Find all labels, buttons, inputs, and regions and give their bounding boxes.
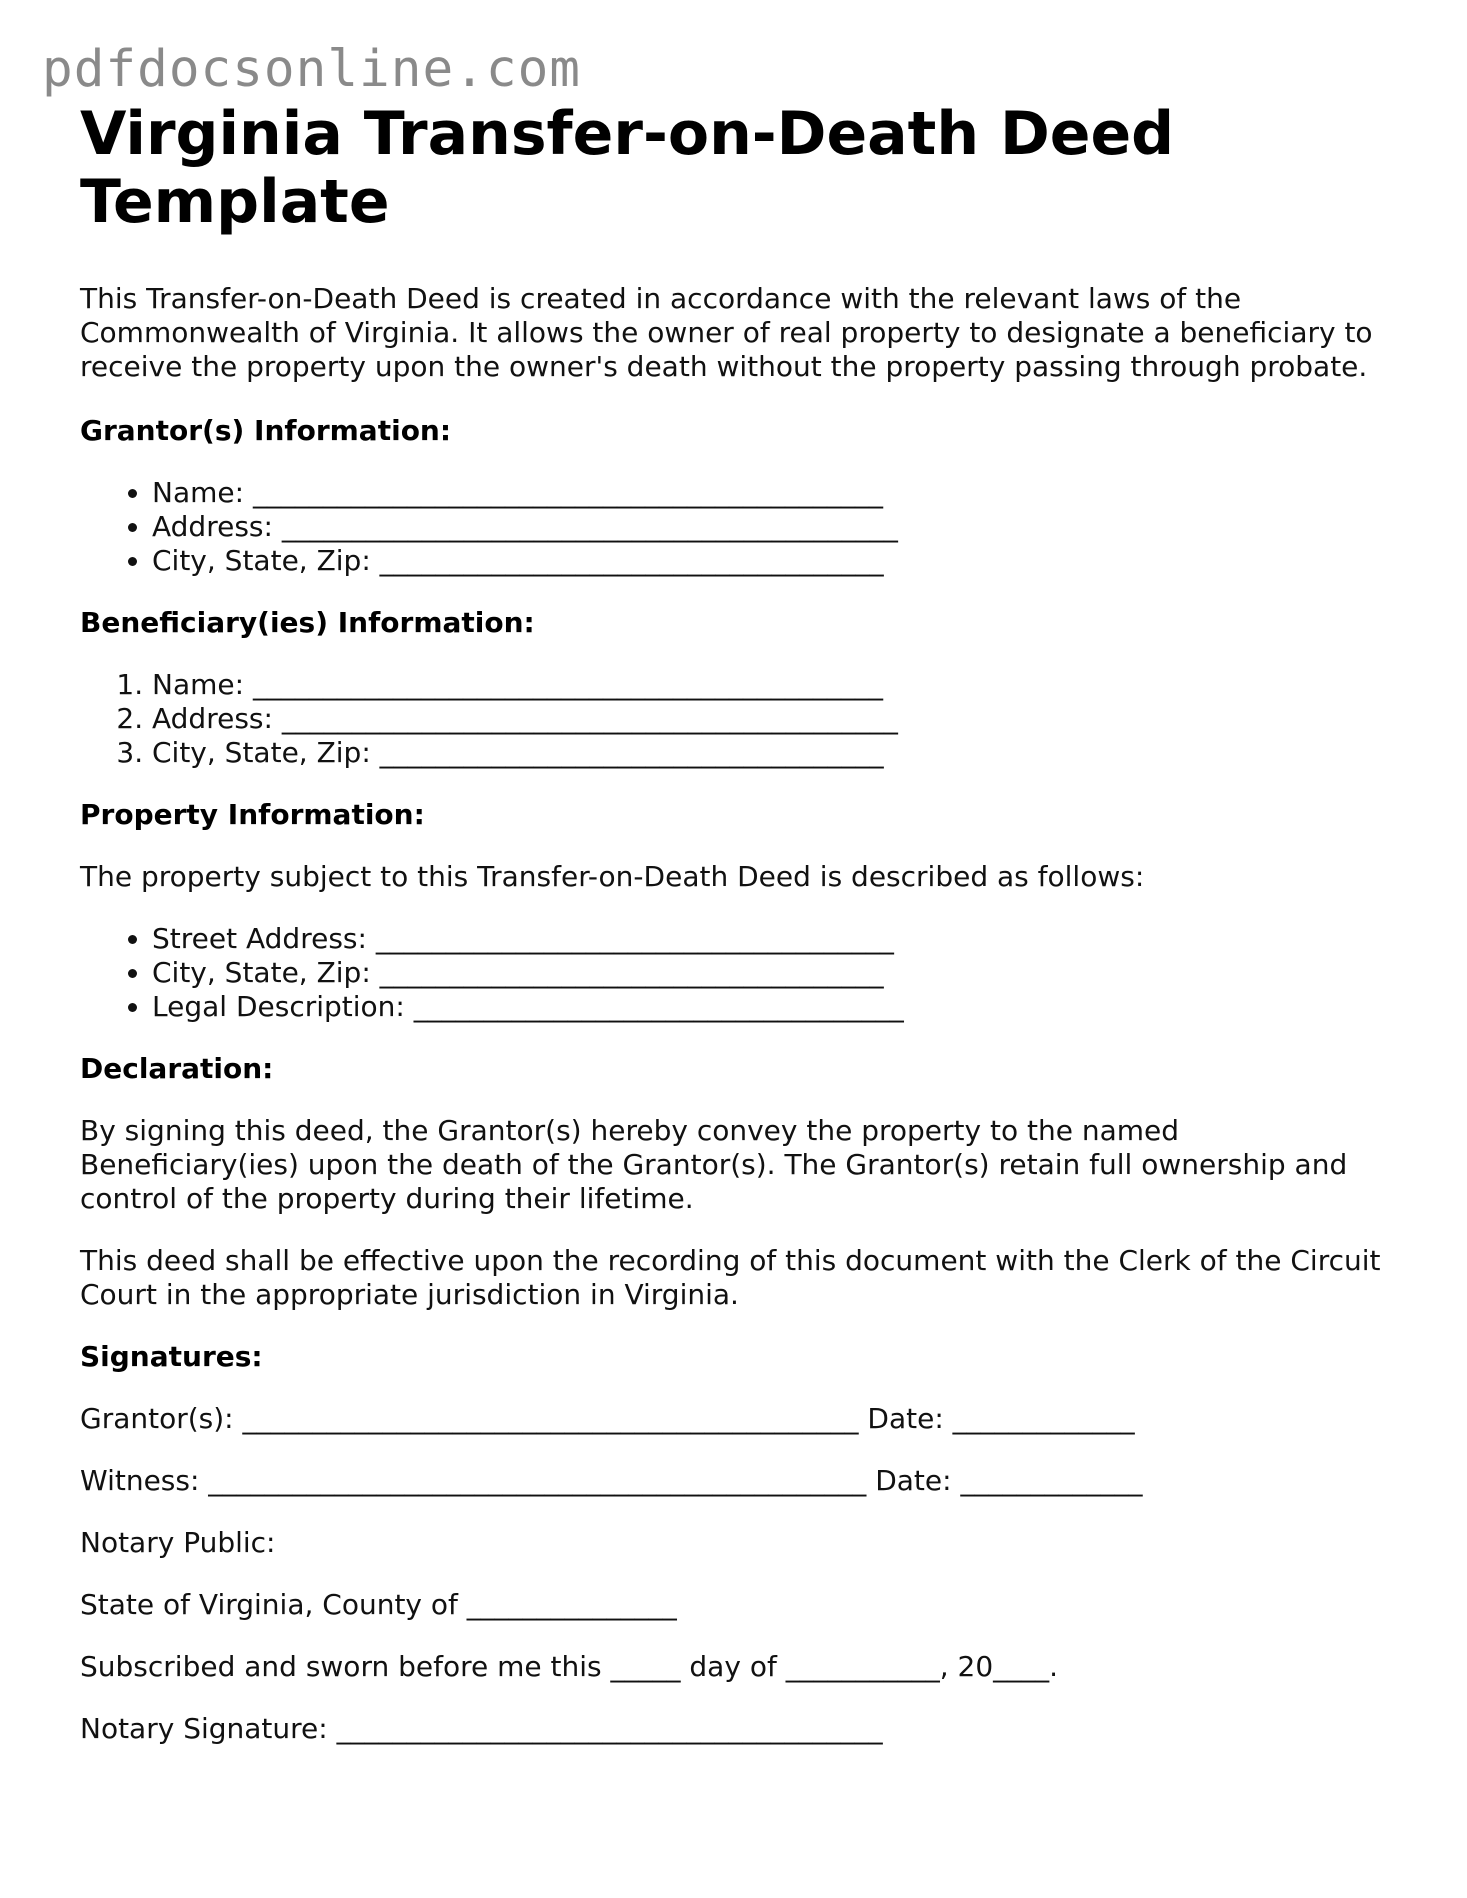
grantor-signature-line: Grantor(s): ____________________________________________ Date: _____________ (80, 1402, 1135, 1435)
property-heading: Property Information: (80, 798, 425, 831)
property-description-text: The property subject to this Transfer-on-Death Deed is described as follows: (80, 860, 1145, 893)
beneficiary-name-field: 1. Name: _____________________________________________ (152, 668, 1400, 702)
declaration-paragraph-2: This deed shall be effective upon the recording of this document with the Clerk of the Circuit Court in the appropriate jurisdiction in Virginia. (80, 1244, 1381, 1311)
county-line: State of Virginia, County of _______________ (80, 1588, 677, 1621)
notary-signature-line: Notary Signature: _______________________________________ (80, 1712, 883, 1745)
beneficiary-list (80, 668, 1400, 770)
property-legal-description-field: • Legal Description: ___________________________________ (152, 990, 1400, 1024)
declaration-paragraph-1: By signing this deed, the Grantor(s) hereby convey the property to the named Beneficiary(ies) upon the death of the Grantor(s). The Grantor(s) retain full ownership and control of the property during their lifetime. (80, 1114, 1348, 1215)
grantor-city-state-zip-field: • City, State, Zip: ____________________________________ (152, 544, 1400, 578)
declaration-heading: Declaration: (80, 1052, 274, 1085)
witness-signature-line: Witness: _______________________________________________ Date: _____________ (80, 1464, 1143, 1497)
grantor-list (80, 476, 1400, 578)
grantor-address-field: • Address: ____________________________________________ (152, 510, 1400, 544)
beneficiary-city-state-zip-field: 3. City, State, Zip: ____________________________________ (152, 736, 1400, 770)
grantor-heading: Grantor(s) Information: (80, 414, 452, 447)
notary-public-label: Notary Public: (80, 1526, 276, 1559)
property-list (80, 922, 1400, 1024)
page-title: Virginia Transfer-on-Death Deed Template (80, 99, 1175, 237)
property-street-address-field: • Street Address: _____________________________________ (152, 922, 1400, 956)
watermark: pdfdocsonline.com (42, 40, 581, 99)
signatures-heading: Signatures: (80, 1340, 263, 1373)
beneficiary-heading: Beneficiary(ies) Information: (80, 606, 535, 639)
property-city-state-zip-field: • City, State, Zip: ____________________________________ (152, 956, 1400, 990)
grantor-name-field: • Name: _____________________________________________ (152, 476, 1400, 510)
intro-paragraph: This Transfer-on-Death Deed is created in accordance with the relevant laws of the Commonwealth of Virginia. It allows the owner of real property to designate a beneficiary to receive the property upon the owner's death without the property passing through probate. (80, 282, 1373, 383)
beneficiary-address-field: 2. Address: ____________________________________________ (152, 702, 1400, 736)
deed-document (80, 100, 1400, 1774)
sworn-line: Subscribed and sworn before me this _____ day of ___________, 20____. (80, 1650, 1059, 1683)
